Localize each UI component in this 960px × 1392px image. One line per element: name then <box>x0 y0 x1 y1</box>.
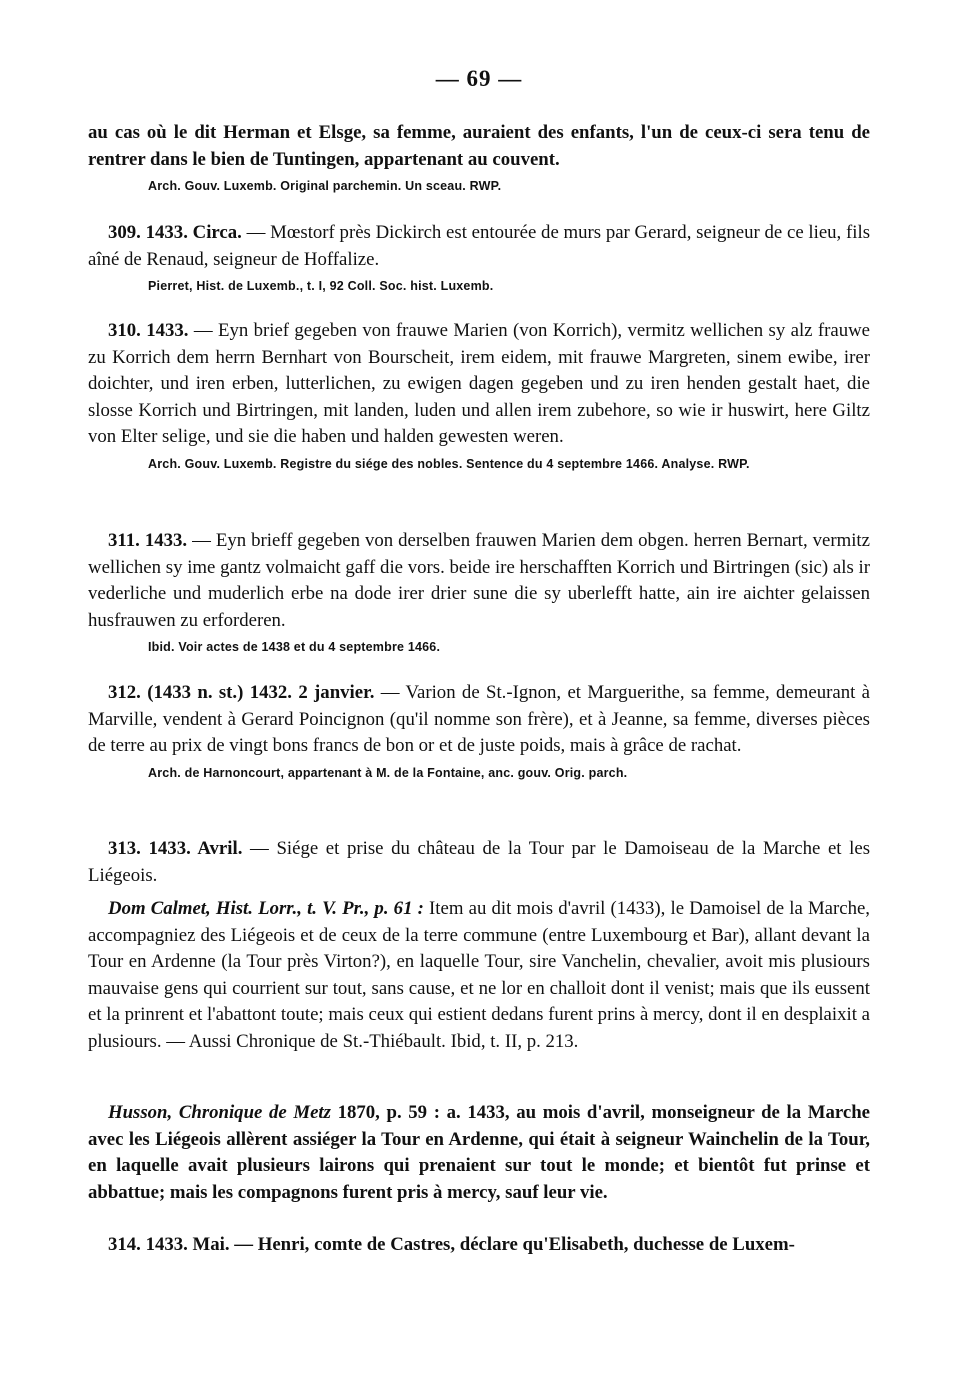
intro-text: au cas où le dit Herman et Elsge, sa femme, auraient des enfants, l'un de ceux-ci sera tenu de rentrer dans le bien de Tuntingen, appartenant au couvent. <box>88 122 870 170</box>
entry-text: — Siége et prise du château de la Tour par le Damoiseau de la Marche et les Liégeois. <box>88 838 871 886</box>
quote-text: au mois d'avril, monseigneur de la Marche avec les Liégeois allèrent assiéger la Tour en Ardenne, qui était à seigneur Wainchelin de la Tour, en laquelle avait plusieurs lairons qui prenaient sur tout le monde; et bientôt fut prinse et abbattue; mais les compagnons furent pris à mercy, sauf leur vie. <box>88 1102 870 1203</box>
entry-source: Arch. de Harnoncourt, appartenant à M. de la Fontaine, anc. gouv. Orig. parch. <box>148 765 628 780</box>
entry-date: 1433. <box>144 530 188 551</box>
entry-310 <box>88 318 870 473</box>
entry-312 <box>88 680 870 782</box>
quote-citation: Dom Calmet, Hist. Lorr., t. V. Pr., p. 61 : <box>108 898 424 919</box>
entry-date: 1433. Circa. <box>145 222 242 243</box>
entry-text: — Varion de St.-Ignon, et Marguerithe, sa femme, demeurant à Marville, vendent à Gerard Poincignon (qu'il nomme son frère), et à Jeanne, sa femme, diverses pièces de terre au prix de vingt bons francs de bon or et de juste poids, mais à grâce de rachat. <box>88 682 870 756</box>
entry-311 <box>88 528 870 656</box>
entry-text: — Henri, comte de Castres, déclare qu'Elisabeth, duchesse de Luxem- <box>234 1234 795 1255</box>
quote-citation: Husson, Chronique de Metz <box>108 1102 331 1123</box>
entry-date: 1433. <box>146 320 189 341</box>
entry-source: Pierret, Hist. de Luxemb., t. I, 92 Coll. Soc. hist. Luxemb. <box>148 279 494 293</box>
entry-number: 312. <box>108 682 141 703</box>
quote-calmet <box>88 896 870 1055</box>
quote-husson <box>88 1100 870 1206</box>
entry-text: — Eyn brief gegeben von frauwe Marien (von Korrich), vermitz wellichen sy alz frauwe zu Korrich dem herrn Bernhart von Bourscheit, irem eidem, mit frauwe Margreten, sinem ewibe, irer doichter, und iren erben, lutterlichen, zu ewigen dagen gegeben und zu iren henden gestalt haet, die slosse Korrich und Birtringen, mit landen, luden und allen irem zubehore, so wie ir huswirt, here Giltz von Elter selige, und sie die haben und halden gewesten weren. <box>88 320 870 447</box>
entry-number: 314. <box>108 1234 141 1255</box>
entry-text: — Mœstorf près Dickirch est entourée de murs par Gerard, seigneur de ce lieu, fils aîné de Renaud, seigneur de Hoffalize. <box>88 222 870 270</box>
entry-309 <box>88 220 870 295</box>
entry-source: Ibid. Voir actes de 1438 et du 4 septembre 1466. <box>148 640 441 654</box>
entry-date: 1433. Mai. <box>145 1234 230 1255</box>
page-number: — 69 — <box>435 66 523 91</box>
intro-block <box>88 120 870 195</box>
quote-text: Item au dit mois d'avril (1433), le Damoisel de la Marche, accompagniez des Liégeois et de ceux de la terre commune (entre Luxembourg et Bar), allant devant la Tour en Ardenne (la Tour près Virton?), en laquelle Tour, sire Vanchelin, chevalier, avoit mis plusiours mauvaise gens qui courrient sur tout, sans cause, et ne lor en challoit dont il venist; mais que ils eussent et la prinrent et l'abattont toute; mais ceux qui estient dedans furent prins à mercy, dont il en desplaixit a plusiours. — Aussi Chronique de St.-Thiébault. Ibid, t. II, p. 213. <box>88 898 870 1052</box>
entry-date: (1433 n. st.) 1432. 2 janvier. <box>147 682 375 703</box>
entry-number: 310. <box>108 320 141 341</box>
entry-number: 313. <box>108 838 141 859</box>
intro-source: Arch. Gouv. Luxemb. Original parchemin. Un sceau. RWP. <box>148 179 502 193</box>
entry-date: 1433. Avril. <box>148 838 243 859</box>
entry-text: — Eyn brieff gegeben von derselben frauwen Marien dem obgen. herren Bernart, vermitz wellichen sy ime gantz volmaicht gaff die vors. beide ire herschafften Korrich und Birtringen (sic) als ir vederliche und muderlich erbe na dode irer drier sune die sy uberlefft hatte, ain ire aichter gelaissen husfrauwen zu erforderen. <box>88 530 870 631</box>
entry-number: 311. <box>108 530 140 551</box>
entry-314 <box>88 1232 870 1259</box>
entry-number: 309. <box>108 222 141 243</box>
entry-source: Arch. Gouv. Luxemb. Registre du siége des nobles. Sentence du 4 septembre 1466. Analyse. RWP. <box>148 456 750 471</box>
quote-citation-rest: 1870, p. 59 : a. 1433, <box>337 1102 510 1123</box>
entry-313 <box>88 836 870 889</box>
